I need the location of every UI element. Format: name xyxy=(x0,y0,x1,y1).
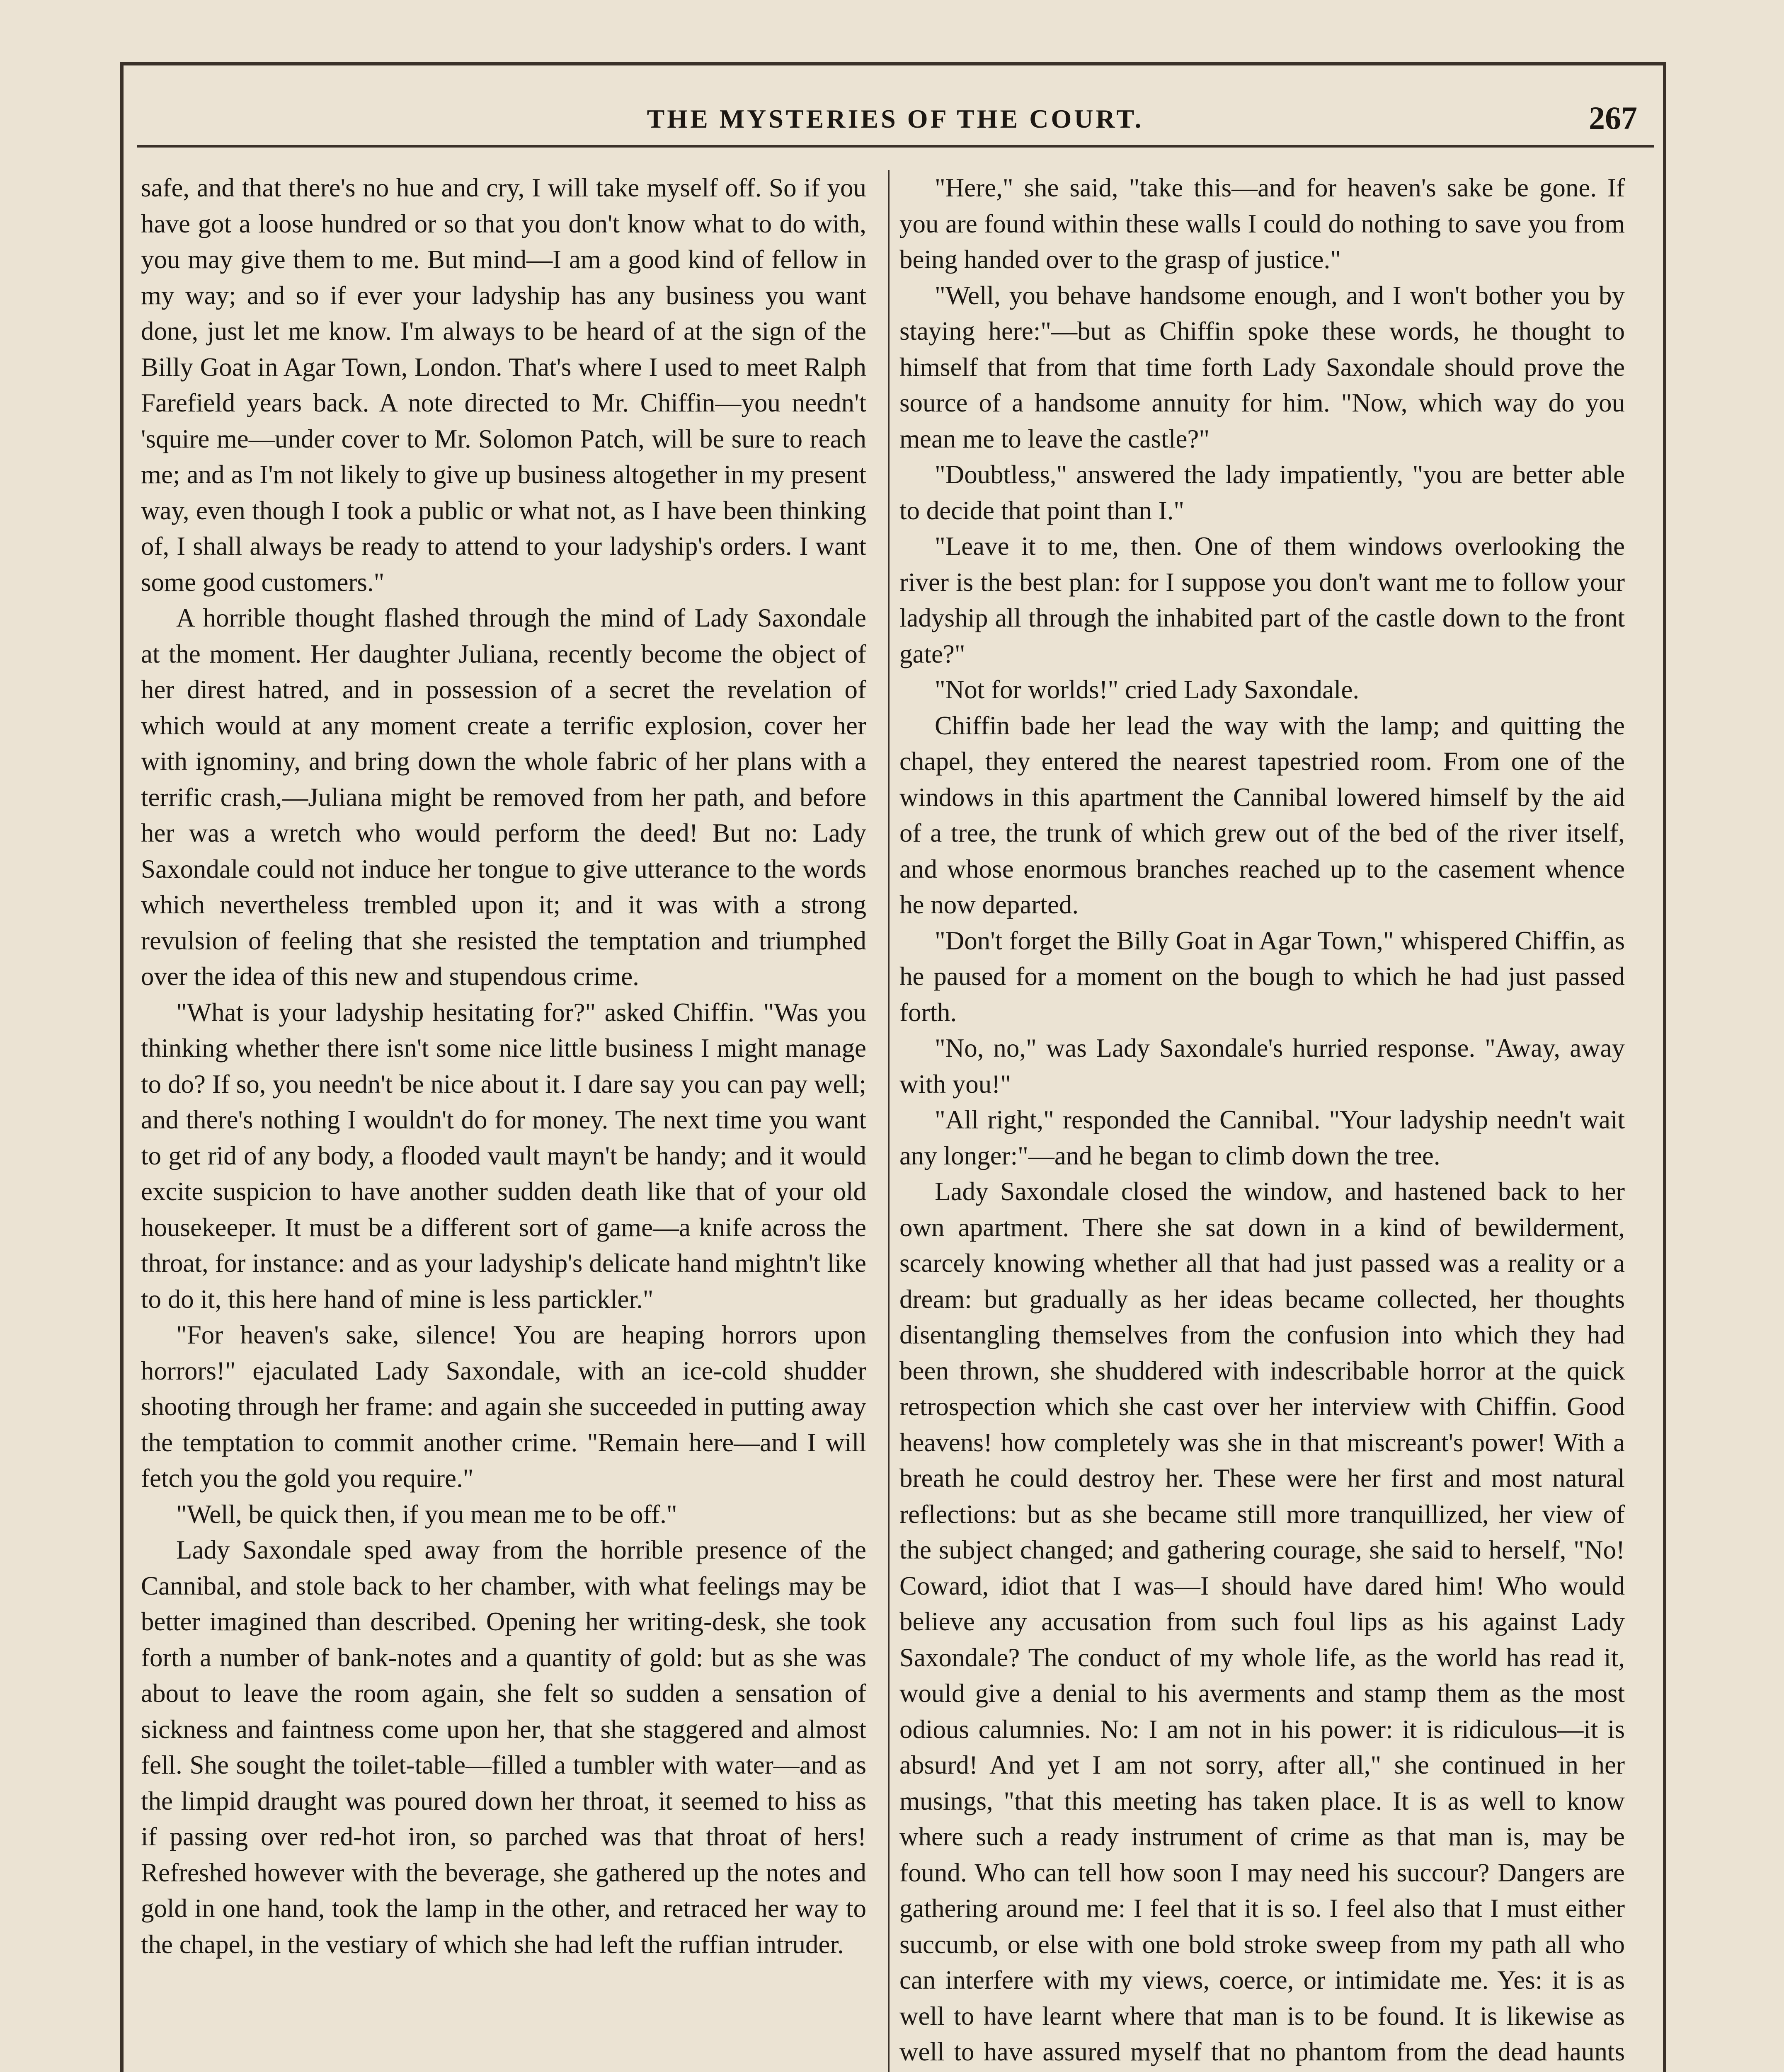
left-column xyxy=(141,170,866,1962)
paragraph: "No, no," was Lady Saxondale's hurried response. "Away, away with you!" xyxy=(899,1034,1625,1099)
paragraph: Lady Saxondale sped away from the horrible presence of the Cannibal, and stole back to her chamber, with what feelings may be better imagined than described. Opening her writing-desk, she took forth a number of bank-notes and a quantity of gold: but as she was about to leave the room again, she felt so sudden a sensation of sickness and faintness come upon her, that she staggered and almost fell. She sought the toilet-table—filled a tumbler with water—and as the limpid draught was poured down her throat, it seemed to hiss as if passing over red-hot iron, so parched was that throat of hers! Refreshed however with the beverage, she gathered up the notes and gold in one hand, took the lamp in the other, and retraced her way to the chapel, in the vestiary of which she had left the ruffian intruder. xyxy=(141,1535,866,1959)
right-column xyxy=(899,170,1625,2072)
paragraph: "All right," responded the Cannibal. "Your ladyship needn't wait any longer:"—and he began to climb down the tree. xyxy=(899,1105,1625,1170)
paragraph: "Here," she said, "take this—and for heaven's sake be gone. If you are found within these walls I could do nothing to save you from being handed over to the grasp of justice." xyxy=(899,173,1625,274)
page-header xyxy=(137,95,1654,148)
paragraph: "Don't forget the Billy Goat in Agar Town," whispered Chiffin, as he paused for a moment on the bough to which he had just passed forth. xyxy=(899,926,1625,1027)
paragraph: Chiffin bade her lead the way with the lamp; and quitting the chapel, they entered the nearest tapestried room. From one of the windows in this apartment the Cannibal lowered himself by the aid of a tree, the trunk of which grew out of the bed of the river itself, and whose enormous branches reached up to the casement whence he now departed. xyxy=(899,711,1625,919)
paragraph: safe, and that there's no hue and cry, I will take myself off. So if you have got a loose hundred or so that you don't know what to do with, you may give them to me. But mind—I am a good kind of fellow in my way; and so if ever your ladyship has any business you want done, just let me know. I'm always to be heard of at the sign of the Billy Goat in Agar Town, London. That's where I used to meet Ralph Farefield years back. A note directed to Mr. Chiffin—you needn't 'squire me—under cover to Mr. Solomon Patch, will be sure to reach me; and as I'm not likely to give up business altogether in my present way, even though I took a public or what not, as I have been thinking of, I shall always be ready to attend to your ladyship's orders. I want some good customers." xyxy=(141,173,866,597)
paragraph: "What is your ladyship hesitating for?" asked Chiffin. "Was you thinking whether there isn't some nice little business I might manage to do? If so, you needn't be nice about it. I dare say you can pay well; and there's nothing I wouldn't do for money. The next time you want to get rid of any body, a flooded vault mayn't be handy; and it would excite suspicion to have another sudden death like that of your old housekeeper. It must be a different sort of game—a knife across the throat, for instance: and as your ladyship's delicate hand mightn't like to do it, this here hand of mine is less partickler." xyxy=(141,997,866,1314)
running-title: THE MYSTERIES OF THE COURT. xyxy=(647,104,1144,133)
paragraph: "Well, you behave handsome enough, and I won't bother you by staying here:"—but as Chiffin spoke these words, he thought to himself that from that time forth Lady Saxondale should prove the source of a handsome annuity for him. "Now, which way do you mean me to leave the castle?" xyxy=(899,281,1625,453)
column-divider xyxy=(888,170,890,2072)
paragraph: "Leave it to me, then. One of them windows overlooking the river is the best plan: for I suppose you don't want me to follow your ladyship all through the inhabited part of the castle down to the front gate?" xyxy=(899,532,1625,668)
paragraph: "Well, be quick then, if you mean me to be off." xyxy=(176,1499,677,1529)
page-number: 267 xyxy=(1589,100,1637,136)
paragraph: Lady Saxondale closed the window, and hastened back to her own apartment. There she sat down in a kind of bewilderment, scarcely knowing whether all that had just passed was a reality or a dream: but gradually as her ideas became collected, her thoughts disentangling themselves from the confusion into which they had been thrown, she shuddered with indescribable horror at the quick retrospection which she cast over her interview with Chiffin. Good heavens! how completely was she in that miscreant's power! With a breath he could destroy her. These were her first and most natural reflections: but as she became still more tranquillized, her view of the subject changed; and gathering courage, she said to herself, "No! Coward, idiot that I was—I should have dared him! Who would believe any accusation from such foul lips as his against Lady Saxondale? The conduct of my whole life, as the world has read it, would give a denial to his averments and stamp them as the most odious calumnies. No: I am not in his power: it is ridiculous—it is absurd! And yet I am not sorry, after all," she continued in her musings, "that this meeting has taken place. It is as well to know where such a ready instrument of crime as that man is, may be found. Who can tell how soon I may need his succour? Dangers are gathering around me: I feel that it is so. I feel also that I must either succumb, or else with one bold stroke sweep from my path all who can interfere with my views, coerce, or intimidate me. Yes: it is as well to have learnt where that man is to be found. It is likewise as well to have assured myself that no phantom from the dead haunts xyxy=(899,1177,1625,2066)
paragraph: "For heaven's sake, silence! You are heaping horrors upon horrors!" ejaculated Lady Saxondale, with an ice-cold shudder shooting through her frame: and again she succeeded in putting away the temptation to commit another crime. "Remain here—and I will fetch you the gold you require." xyxy=(141,1320,866,1493)
paragraph: A horrible thought flashed through the mind of Lady Saxondale at the moment. Her daughter Juliana, recently become the object of her direst hatred, and in possession of a secret the revelation of which would at any moment create a terrific explosion, cover her with ignominy, and bring down the whole fabric of her plans with a terrific crash,—Juliana might be removed from her path, and before her was a wretch who would perform the deed! But no: Lady Saxondale could not induce her tongue to give utterance to the words which nevertheless trembled upon it; and it was with a strong revulsion of feeling that she resisted the temptation and triumphed over the idea of this new and stupendous crime. xyxy=(141,603,866,991)
paragraph: "Doubtless," answered the lady impatiently, "you are better able to decide that point than I." xyxy=(899,460,1625,525)
paragraph: "Not for worlds!" cried Lady Saxondale. xyxy=(935,675,1360,704)
